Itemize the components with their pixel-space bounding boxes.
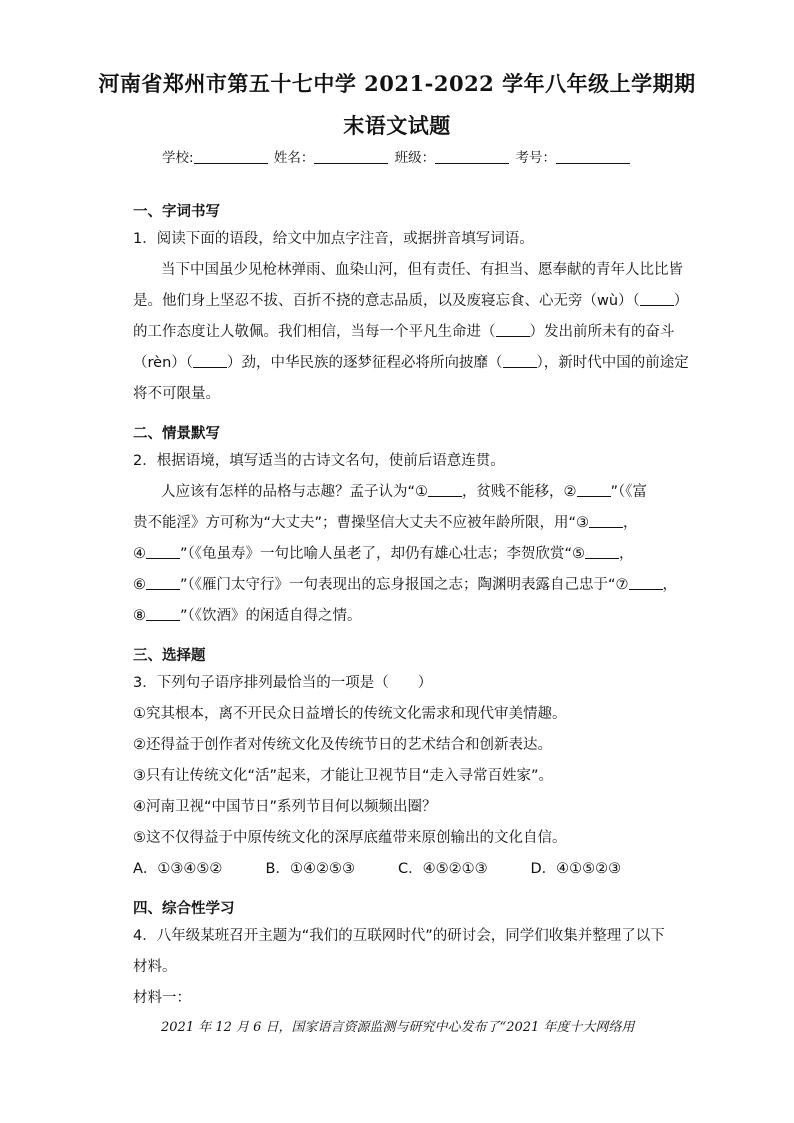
q1-passage-line: 当下中国虽少见枪林弹雨、血染山河，但有责任、有担当、愿奉献的青年人比比皆 — [161, 262, 683, 278]
question-2: 2．根据语境，填写适当的古诗文名句，使前后语意连贯。 — [133, 453, 505, 469]
q2-passage-line: ④ ”（《龟虽寿》一句比喻人虽老了，却仍有雄心壮志；李贺欣赏“⑤ ， — [133, 546, 634, 562]
exam-number-blank[interactable] — [556, 149, 630, 164]
answer-blank[interactable] — [640, 291, 674, 306]
exam-title-line1: 河南省郑州市第五十七中学 2021-2022 学年八年级上学期期 — [98, 71, 696, 96]
answer-blank[interactable] — [629, 575, 663, 590]
material-text: 2021 年 12 月 6 日，国家语言资源监测与研究中心发布了“2021 年度十大网络用 — [161, 1020, 635, 1035]
answer-blank[interactable] — [577, 482, 611, 497]
section-heading-1: 一、字词书写 — [133, 204, 220, 220]
q2-passage-line: 贵不能淫》方可称为“大丈夫”；曹操坚信大丈夫不应被年龄所限，用“③ ， — [133, 515, 638, 531]
q2-passage-line: 人应该有怎样的品格与志趣？孟子认为“① ，贫贱不能移，② ”（《富 — [161, 484, 648, 500]
answer-blank[interactable] — [589, 513, 623, 528]
school-blank[interactable] — [194, 149, 268, 164]
q3-sentence: ①究其根本，离不开民众日益增长的传统文化需求和现代审美情趣。 — [133, 706, 567, 722]
exam-content — [133, 200, 689, 1042]
option-b[interactable]: B．①④②⑤③ — [265, 861, 355, 877]
option-c[interactable]: C．④⑤②①③ — [398, 861, 488, 877]
name-field: 姓名： — [274, 146, 391, 166]
q1-passage-line: 的工作态度让人敬佩。我们相信，当每一个平凡生命进（ ）发出前所未有的奋斗 — [133, 324, 675, 340]
q3-sentence: ③只有让传统文化“活”起来，才能让卫视节目“走入寻常百姓家”。 — [133, 768, 554, 784]
answer-blank[interactable] — [193, 353, 227, 368]
question-1: 1．阅读下面的语段，给文中加点字注音，或据拼音填写词语。 — [133, 231, 534, 247]
q3-options — [133, 854, 663, 885]
exam-number-field: 考号： — [515, 146, 632, 166]
answer-blank[interactable] — [496, 322, 530, 337]
question-4: 4．八年级某班召开主题为“我们的互联网时代”的研讨会，同学们收集并整理了以下 — [133, 928, 665, 944]
section-heading-3: 三、选择题 — [133, 648, 206, 664]
class-blank[interactable] — [435, 149, 509, 164]
q1-passage-line: 是。他们身上坚忍不拔、百折不挠的意志品质，以及废寝忘食、心无旁（wù）（ ） — [133, 293, 689, 309]
answer-blank[interactable] — [503, 353, 537, 368]
q1-passage-line: 将不可限量。 — [133, 386, 220, 402]
section-heading-2: 二、情景默写 — [133, 426, 220, 442]
class-field: 班级： — [395, 146, 512, 166]
option-a[interactable]: A．①③④⑤② — [133, 861, 223, 877]
q1-passage-line: （rèn）（ ）劲，中华民族的逐梦征程必将所向披靡（ ），新时代中国的前途定 — [133, 355, 689, 371]
section-heading-4: 四、综合性学习 — [133, 901, 235, 917]
q3-sentence: ④河南卫视“中国节日”系列节目何以频频出圈？ — [133, 799, 437, 815]
answer-blank[interactable] — [146, 575, 180, 590]
answer-blank[interactable] — [146, 544, 180, 559]
q3-sentence: ⑤这不仅得益于中原传统文化的深厚底蕴带来原创输出的文化自信。 — [133, 830, 567, 846]
material-label: 材料一： — [133, 990, 191, 1006]
q2-passage-line: ⑧ ”（《饮酒》的闲适自得之情。 — [133, 608, 362, 624]
question-3: 3．下列句子语序排列最恰当的一项是（ ） — [133, 675, 433, 691]
name-blank[interactable] — [314, 149, 388, 164]
option-d[interactable]: D．④①⑤②③ — [530, 861, 622, 877]
school-field: 学校: — [162, 146, 270, 166]
exam-title-line2: 末语文试题 — [343, 113, 451, 138]
student-info-row — [0, 146, 794, 166]
q2-passage-line: ⑥ ”（《雁门太守行》一句表现出的忘身报国之志；陶渊明表露自己忠于“⑦ ， — [133, 577, 678, 593]
question-4-cont: 材料。 — [133, 959, 177, 975]
q3-sentence: ②还得益于创作者对传统文化及传统节日的艺术结合和创新表达。 — [133, 737, 552, 753]
answer-blank[interactable] — [428, 482, 462, 497]
answer-blank[interactable] — [146, 606, 180, 621]
answer-blank[interactable] — [585, 544, 619, 559]
